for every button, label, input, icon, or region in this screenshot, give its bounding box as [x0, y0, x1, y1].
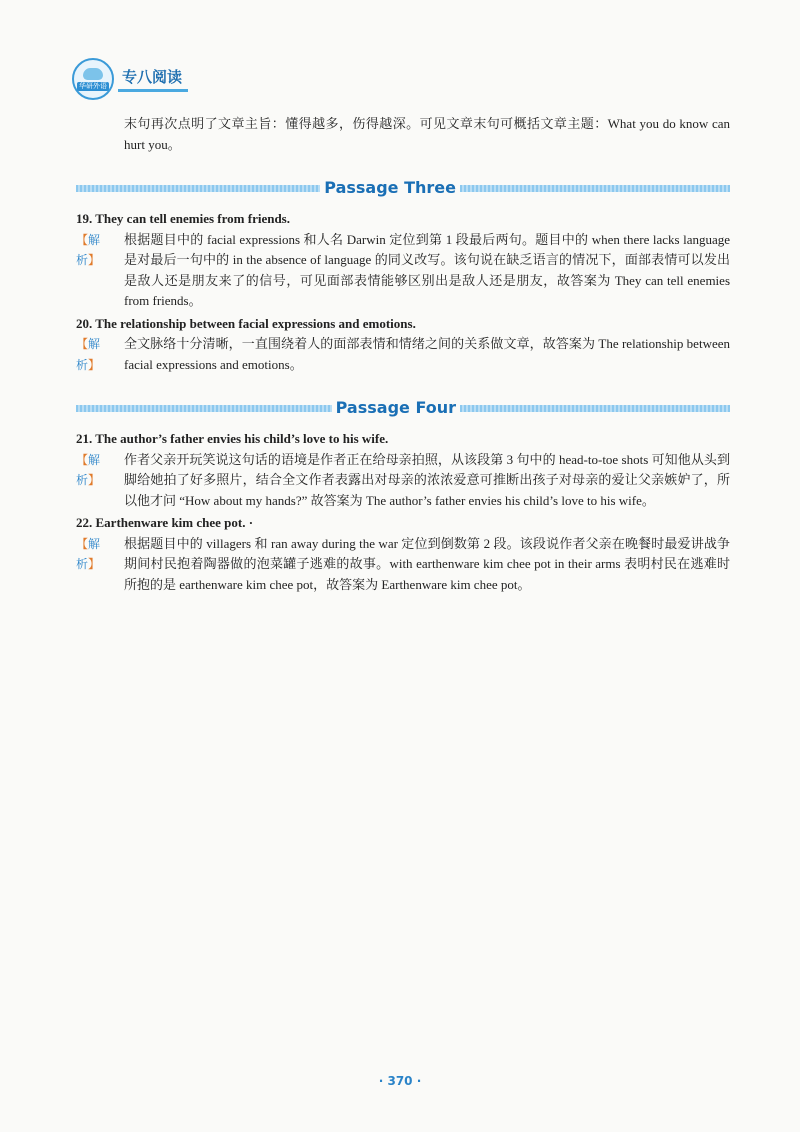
page-content [76, 114, 730, 595]
question-22: 22. Earthenware kim chee pot. · [76, 515, 254, 530]
passage-four-heading [76, 397, 730, 419]
analysis-tag: 【解析】 [76, 337, 101, 372]
analysis-text: 根据题目中的 villagers 和 ran away during the war 定位到倒数第 2 段。该段说作者父亲在晚餐时最爱讲战争期间村民抱着陶器做的泡菜罐子逃难的故事。with earthenware kim chee pot in their arms 表明村民在逃难时所抱的是 earthenware kim chee pot，故答案为 Earthenware kim chee pot。 [124, 535, 730, 592]
analysis-text: 作者父亲开玩笑说这句话的语境是作者正在给母亲拍照，从该段第 3 句中的 head-to-toe shots 可知他从头到脚给她拍了好多照片，结合全文作者表露出对母亲的浓浓爱意可推断出孩子对母亲的爱让父亲嫉妒了，所以他才问 “How about my hands?” 故答案为 The author’s father envies his child’s love to his wife。 [124, 451, 730, 508]
passage-three-heading [76, 177, 730, 199]
heading-rule-left [76, 185, 320, 192]
page-number: · 370 · [378, 1074, 422, 1088]
question-20: 20. The relationship between facial expressions and emotions. [76, 315, 416, 331]
heading-rule-left [76, 405, 332, 412]
passage-title: Passage Four [335, 397, 456, 417]
question-21: 21. The author’s father envies his child’s love to his wife. [76, 431, 389, 446]
analysis-tag: 【解析】 [76, 452, 101, 487]
analysis-tag: 【解析】 [76, 536, 101, 571]
question-19: 19. They can tell enemies from friends. [76, 211, 290, 226]
heading-rule-right [460, 185, 730, 192]
frog-mascot-icon [83, 68, 103, 80]
analysis-21 [76, 450, 730, 512]
analysis-tag: 【解析】 [76, 232, 101, 267]
book-title: 专八阅读 [118, 66, 188, 92]
analysis-text: 根据题目中的 facial expressions 和人名 Darwin 定位到第 1 段最后两句。题目中的 when there lacks language 是对最后一句中的 in the absence of language 的同义改写。该句说在缺乏语言的情况下，面部表情可以发出是敌人还是朋友来了的信号，可见面部表情能够区别出是敌人还是朋友，故答案为 They can tell enemies from friends。 [124, 231, 730, 308]
logo-text: 华研外语 [79, 81, 107, 90]
analysis-22 [76, 534, 730, 596]
passage-title: Passage Three [324, 177, 456, 197]
heading-rule-right [460, 405, 730, 412]
intro-paragraph: 末句再次点明了文章主旨：懂得越多，伤得越深。可见文章末句可概括文章主题：What you do know can hurt you。 [124, 116, 730, 152]
analysis-text: 全文脉络十分清晰，一直围绕着人的面部表情和情绪之间的关系做文章，故答案为 The relationship between facial expressions and emotions。 [124, 336, 730, 372]
publisher-logo [72, 58, 114, 100]
analysis-20 [76, 334, 730, 375]
page-header [72, 58, 188, 100]
analysis-19 [76, 230, 730, 312]
